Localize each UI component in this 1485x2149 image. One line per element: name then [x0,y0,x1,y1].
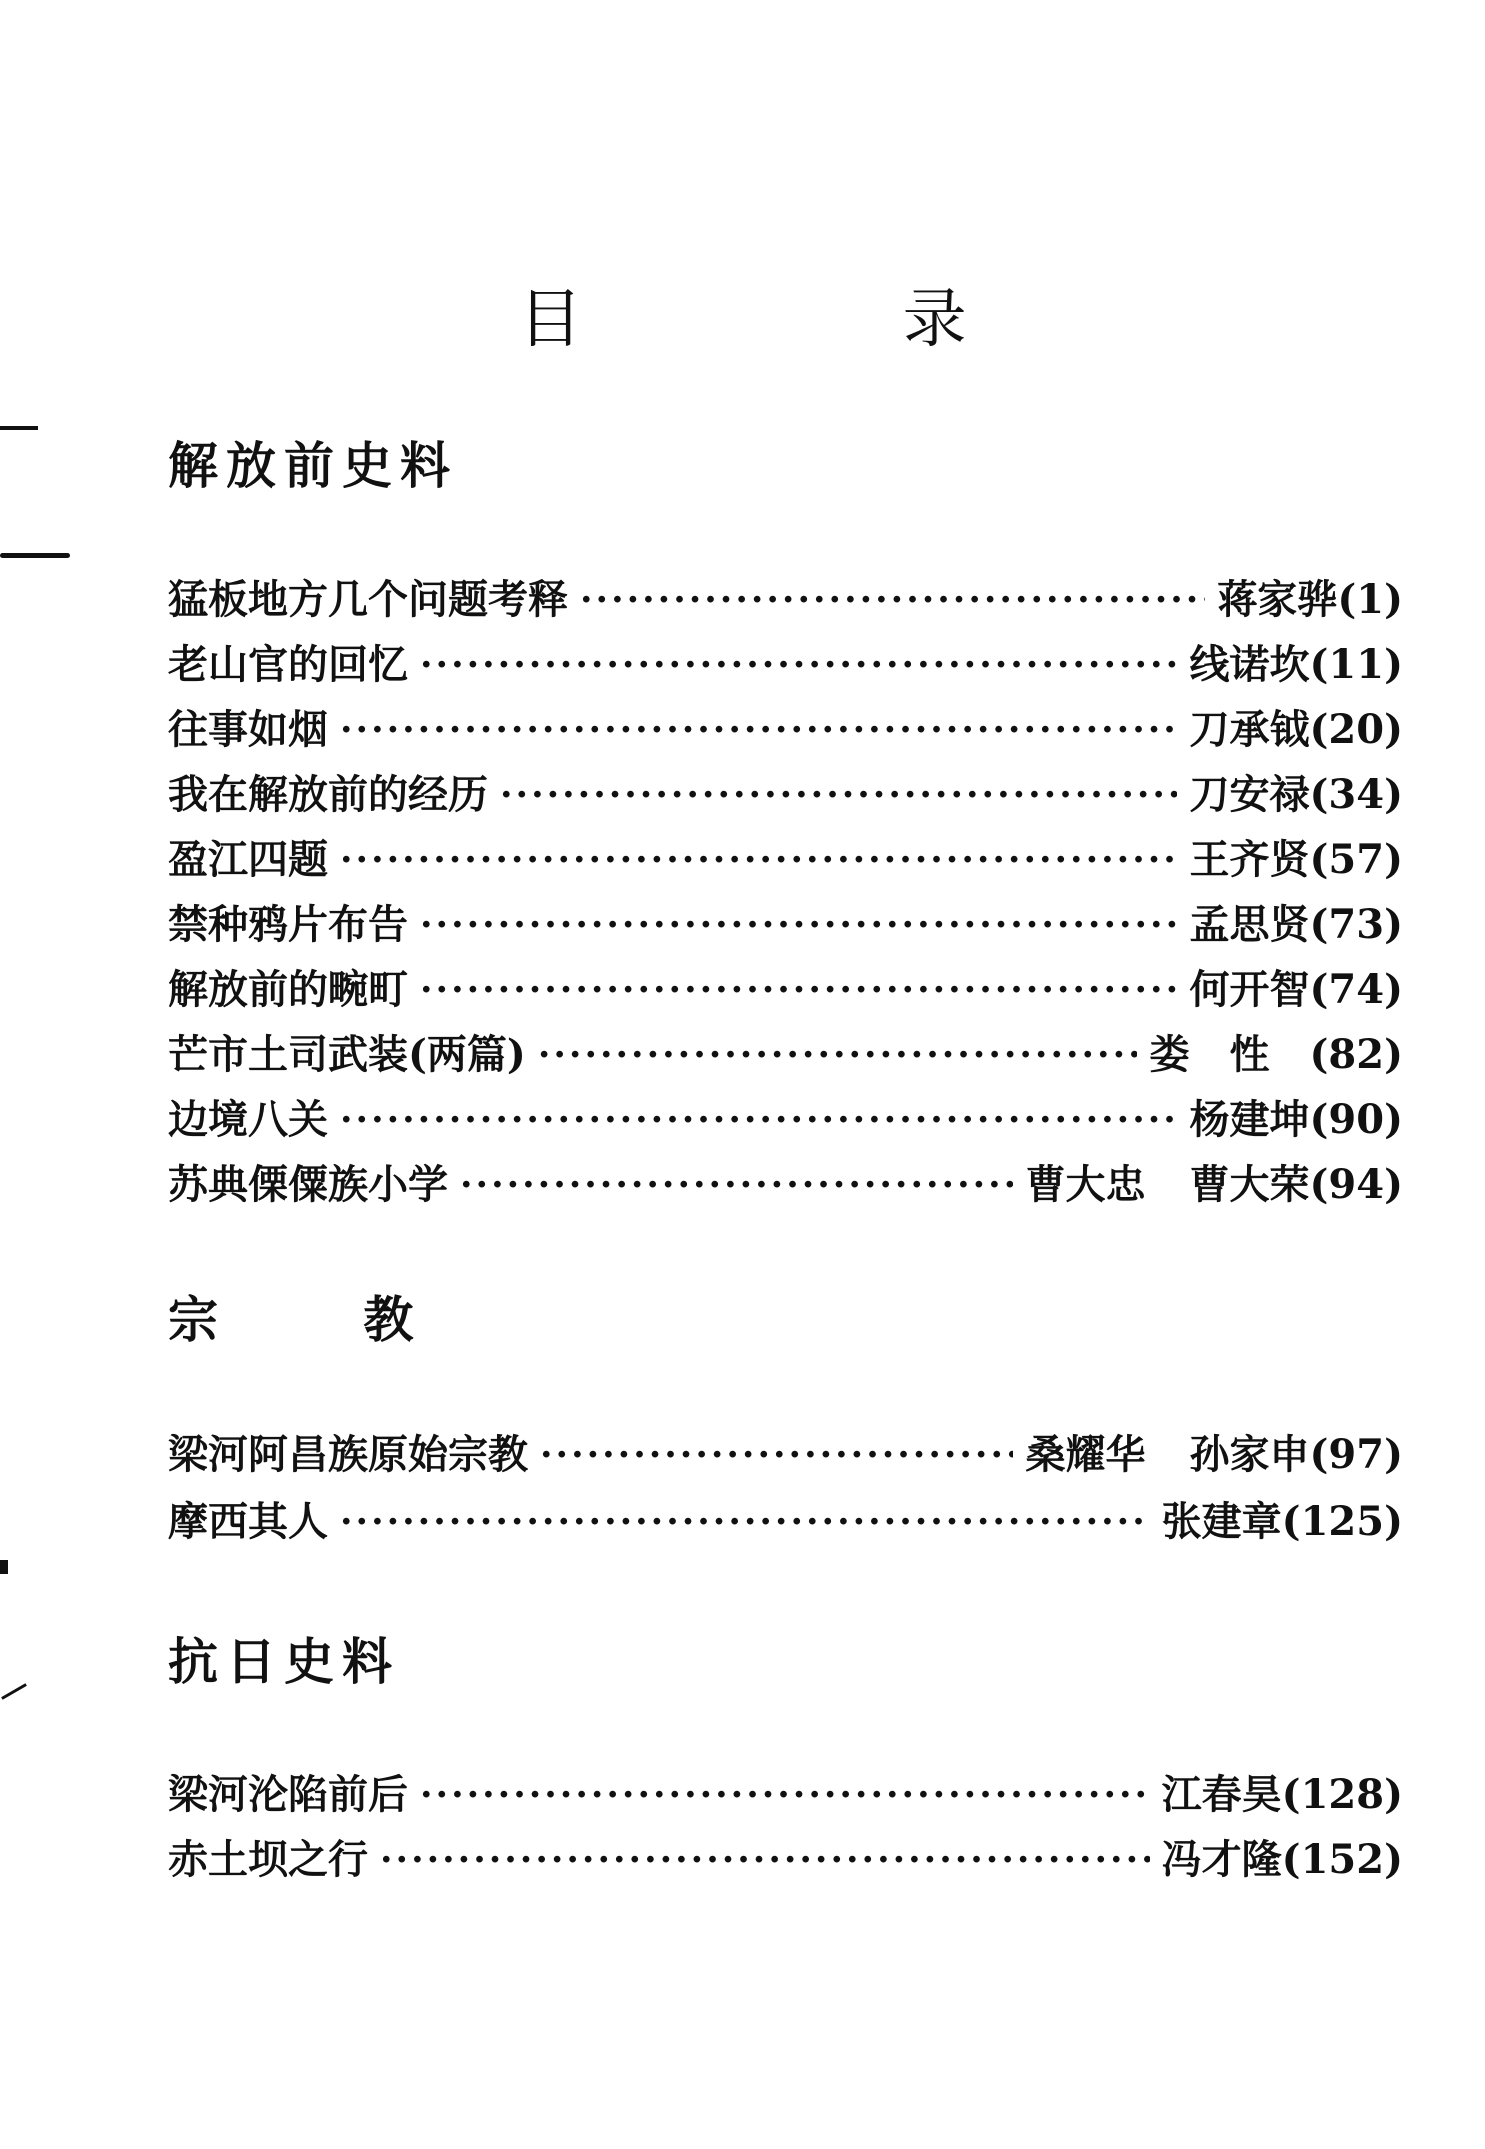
entry-page: (1) [1337,576,1403,623]
scan-mark [0,553,70,558]
entry-author: 杨建坤 [1189,1096,1310,1143]
toc-entry[interactable] [168,705,1403,755]
toc-entry[interactable] [168,1030,1403,1080]
toc-entry[interactable] [168,1430,1403,1480]
section-heading-anti-japanese: 抗日史料 [168,1632,400,1691]
entry-title: 芒市土司武装(两篇) [168,1031,526,1078]
dot-leader [340,705,1177,755]
entry-page: (11) [1309,641,1403,688]
toc-entry[interactable] [168,640,1403,690]
entry-author: 江春昊 [1161,1771,1282,1818]
entry-author: 桑耀华 [1025,1431,1146,1478]
dot-leader [460,1160,1013,1210]
entry-author: 蒋家骅 [1217,576,1338,623]
entry-author: 刀安禄 [1189,771,1310,818]
entry-author: 刀承钺 [1189,706,1310,753]
entry-title: 禁种鸦片布告 [168,901,408,948]
toc-entry[interactable] [168,1835,1403,1885]
entry-title: 边境八关 [168,1096,328,1143]
toc-entry[interactable] [168,1095,1403,1145]
entry-title: 往事如烟 [168,706,328,753]
dot-leader [500,770,1177,820]
toc-entry[interactable] [168,575,1403,625]
entry-title: 我在解放前的经历 [168,771,488,818]
entry-title: 梁河阿昌族原始宗教 [168,1431,528,1478]
dot-leader [380,1835,1150,1885]
entry-author: 冯才隆 [1161,1836,1282,1883]
scan-mark [0,426,38,430]
section-heading-religion: 宗 教 [168,1290,478,1349]
entry-page: (20) [1309,706,1403,753]
entry-author: 何开智 [1189,966,1310,1013]
entry-author: 曹大荣 [1189,1161,1310,1208]
entry-page: (90) [1309,1096,1403,1143]
dot-leader [340,1497,1150,1547]
entry-title: 解放前的畹町 [168,966,408,1013]
dot-leader [538,1030,1138,1080]
toc-entry[interactable] [168,835,1403,885]
dot-leader [420,965,1177,1015]
entry-author: 孟思贤 [1189,901,1310,948]
section-heading-pre-liberation: 解放前史料 [168,436,458,495]
entry-page: (82) [1309,1031,1403,1078]
toc-entry[interactable] [168,1497,1403,1547]
dot-leader [420,900,1177,950]
scan-mark [0,1560,8,1574]
entry-title: 盈江四题 [168,836,328,883]
dot-leader [540,1430,1013,1480]
entry-page: (94) [1309,1161,1403,1208]
toc-entry[interactable] [168,1160,1403,1210]
toc-entry[interactable] [168,1770,1403,1820]
dot-leader [340,1095,1177,1145]
entry-title: 老山官的回忆 [168,641,408,688]
dot-leader [420,1770,1150,1820]
dot-leader [340,835,1177,885]
entry-author: 张建章 [1161,1498,1282,1545]
entry-page: (125) [1281,1498,1403,1545]
dot-leader [580,575,1205,625]
toc-entry[interactable] [168,965,1403,1015]
entry-author: 娄性 [1149,1031,1310,1078]
entry-page: (74) [1309,966,1403,1013]
entry-title: 赤土坝之行 [168,1836,368,1883]
entry-author: 线诺坎 [1189,641,1310,688]
entry-title: 梁河沦陷前后 [168,1771,408,1818]
toc-entry[interactable] [168,770,1403,820]
toc-entry[interactable] [168,900,1403,950]
scan-mark [1,1683,27,1700]
entry-author: 曹大忠 [1025,1161,1146,1208]
entry-author: 王齐贤 [1189,836,1310,883]
entry-page: (128) [1281,1771,1403,1818]
dot-leader [420,640,1177,690]
entry-page: (97) [1309,1431,1403,1478]
page-title: 目 录 [518,283,1117,357]
entry-page: (34) [1309,771,1403,818]
entry-page: (152) [1281,1836,1403,1883]
entry-title: 摩西其人 [168,1498,328,1545]
entry-page: (57) [1309,836,1403,883]
entry-page: (73) [1309,901,1403,948]
entry-title: 猛板地方几个问题考释 [168,576,568,623]
entry-title: 苏典傈僳族小学 [168,1161,448,1208]
entry-author: 孙家申 [1189,1431,1310,1478]
